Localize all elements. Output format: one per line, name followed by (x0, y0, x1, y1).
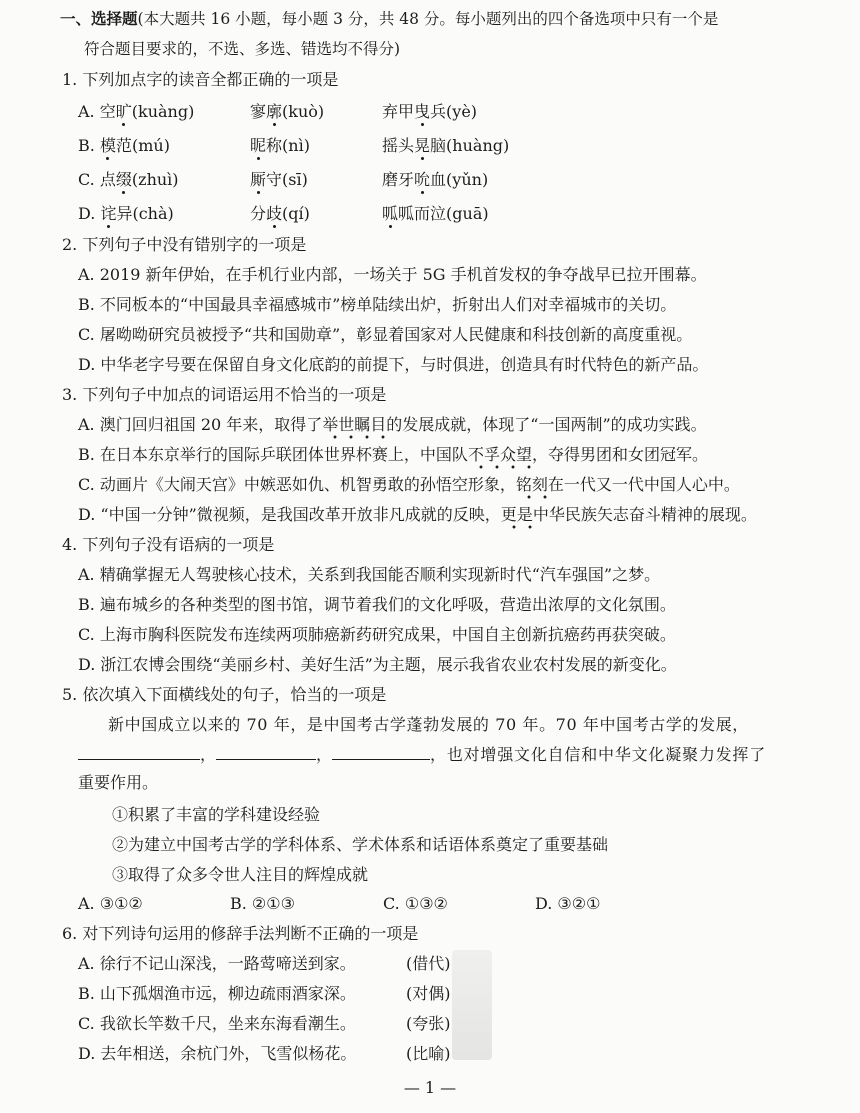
q6-stem: 6. 对下列诗句运用的修辞手法判断不正确的一项是 (62, 924, 419, 943)
q2-option-c: C. 屠呦呦研究员被授予“共和国勋章”，彰显着国家对人民健康和科技创新的高度重视。 (78, 325, 693, 344)
q6-option-c: C. 我欲长竿数千尺，坐来东海看潮生。 (78, 1014, 356, 1033)
q5-passage-line3: 重要作用。 (78, 773, 159, 792)
q4-option-d: D. 浙江农博会围绕“美丽乡村、美好生活”为主题，展示我省农业农村发展的新变化。 (78, 655, 677, 674)
page-number: — 1 — (403, 1078, 457, 1097)
q5-option-b: B. ②①③ (230, 894, 295, 913)
q5-sentence-1: ①积累了丰富的学科建设经验 (112, 805, 321, 824)
q6-option-d: D. 去年相送，余杭门外，飞雪似杨花。 (78, 1044, 357, 1063)
section-title-rest: (本大题共 16 小题，每小题 3 分，共 48 分。每小题列出的四个备选项中只有一个是 (137, 10, 719, 28)
q5-stem: 5. 依次填入下面横线处的句子，恰当的一项是 (62, 685, 387, 704)
q1-stem: 1. 下列加点字的读音全都正确的一项是 (62, 70, 339, 89)
q4-option-a: A. 精确掌握无人驾驶核心技术，关系到我国能否顺利实现新时代“汽车强国”之梦。 (78, 565, 661, 584)
q5-blank-2 (216, 743, 316, 760)
section-title (60, 8, 718, 30)
q6-option-b: B. 山下孤烟渔市远，柳边疏雨酒家深。 (78, 984, 356, 1003)
q3-option-d: D. “中国一分钟”微视频，是我国改革开放非凡成就的反映，更是中华民族矢志奋斗精神的展现。 (78, 504, 757, 526)
section-title-cont: 符合题目要求的，不选、多选、错选均不得分) (84, 40, 401, 58)
q6-option-c-tag: (夸张) (406, 1014, 451, 1033)
q4-option-c: C. 上海市胸科医院发布连续两项肺癌新药研究成果，中国自主创新抗癌药再获突破。 (78, 625, 676, 644)
q6-option-d-tag: (比喻) (406, 1044, 451, 1063)
section-title-bold: 一、选择题 (60, 9, 138, 28)
watermark-smudge (452, 950, 492, 1060)
q5-blank-3 (332, 743, 430, 760)
q5-option-a: A. ③①② (78, 894, 143, 913)
q5-passage-line1: 新中国成立以来的 70 年，是中国考古学蓬勃发展的 70 年。70 年中国考古学的发展， (108, 715, 749, 734)
q2-option-b: B. 不同板本的“中国最具幸福感城市”榜单陆续出炉，折射出人们对幸福城市的关切。 (78, 295, 677, 314)
q5-sentence-2: ②为建立中国考古学的学科体系、学术体系和话语体系奠定了重要基础 (112, 835, 609, 854)
q6-option-a-tag: (借代) (406, 954, 451, 973)
q6-option-b-tag: (对偶) (406, 984, 451, 1003)
q4-option-b: B. 遍布城乡的各种类型的图书馆，调节着我们的文化呼吸，营造出浓厚的文化氛围。 (78, 595, 676, 614)
q6-option-a: A. 徐行不记山深浅，一路莺啼送到家。 (78, 954, 356, 973)
q5-passage-line2: ， ， ，也对增强文化自信和中华文化凝聚力发挥了 (78, 743, 766, 766)
q4-stem: 4. 下列句子没有语病的一项是 (62, 535, 275, 554)
q5-option-c: C. ①③② (383, 894, 448, 913)
q3-option-c: C. 动画片《大闹天宫》中嫉恶如仇、机智勇敢的孙悟空形象，铭刻在一代又一代中国人心中。 (78, 474, 740, 496)
q3-stem: 3. 下列句子中加点的词语运用不恰当的一项是 (62, 385, 387, 404)
q5-option-d: D. ③②① (535, 894, 601, 913)
exam-page: 一、选择题(本大题共 16 小题，每小题 3 分，共 48 分。每小题列出的四个备选项中只有一个是 符合题目要求的，不选、多选、错选均不得分) 1. 下列加点字的读音全都正确的一项是 A. 空旷(kuàng) 寥廓(kuò) 弃甲曳兵(yè) B. 模范(mú) 昵称(nì) 摇头晃脑(huàng) C. 点缀(zhuì) 厮守(sī) 磨牙吮血(yǔn) D. 诧异(chà) 分歧(qí) 呱呱而泣(guā) 2. 下列句子中没有错别字的一项是 A. 2019 新年伊始，在手机行业内部，一场关于 5G 手机首发权的争夺战早已拉开围幕。 B. 不同板本的“中国最具幸福感城市”榜单陆续出炉，折射出人们对幸福城市的关切。 C. 屠呦呦研究员被授予“共和国勋章”，彰显着国家对人民健康和科技创新的高度重视。 D. 中华老字号要在保留自身文化底韵的前提下，与时俱进，创造具有时代特色的新产品。 3. 下列句子中加点的词语运用不恰当的一项是 A. 澳门回归祖国 20 年来，取得了举世瞩目的发展成就，体现了“一国两制”的成功实践。 B. 在日本东京举行的国际乒联团体世界杯赛上，中国队不孚众望，夺得男团和女团冠军。 C. 动画片《大闹天宫》中嫉恶如仇、机智勇敢的孙悟空形象，铭刻在一代又一代中国人心中。 D. “中国一分钟”微视频，是我国改革开放非凡成就的反映，更是中华民族矢志奋斗精神的展现。 4. 下列句子没有语病的一项是 A. 精确掌握无人驾驶核心技术，关系到我国能否顺利实现新时代“汽车强国”之梦。 B. 遍布城乡的各种类型的图书馆，调节着我们的文化呼吸，营造出浓厚的文化氛围。 C. 上海市胸科医院发布连续两项肺癌新药研究成果，中国自主创新抗癌药再获突破。 D. 浙江农博会围绕“美丽乡村、美好生活”为主题，展示我省农业农村发展的新变化。 5. 依次填入下面横线处的句子，恰当的一项是 新中国成立以来的 70 年，是中国考古学蓬勃发展的 70 年。70 年中国考古学的发展， ， ， ，也对增强文化自信和中华文化凝聚力发挥了 重要作用。 ①积累了丰富的学科建设经验 ②为建立中国考古学的学科体系、学术体系和话语体系奠定了重要基础 ③取得了众多令世人注目的辉煌成就 A. ③①② B. ②①③ C. ①③② D. ③②① 6. 对下列诗句运用的修辞手法判断不正确的一项是 A. 徐行不记山深浅，一路莺啼送到家。 (借代) B. 山下孤烟渔市远，柳边疏雨酒家深。 (对偶) C. 我欲长竿数千尺，坐来东海看潮生。 (夸张) D. 去年相送，余杭门外，飞雪似杨花。 (比喻) — 1 — (0, 0, 860, 1113)
q5-blank-1 (78, 743, 200, 760)
q2-option-a: A. 2019 新年伊始，在手机行业内部，一场关于 5G 手机首发权的争夺战早已拉开围幕。 (78, 265, 707, 284)
q3-option-a: A. 澳门回归祖国 20 年来，取得了举世瞩目的发展成就，体现了“一国两制”的成功实践。 (78, 414, 707, 436)
q2-option-d: D. 中华老字号要在保留自身文化底韵的前提下，与时俱进，创造具有时代特色的新产品。 (78, 355, 709, 374)
q5-sentence-3: ③取得了众多令世人注目的辉煌成就 (112, 865, 369, 884)
q2-stem: 2. 下列句子中没有错别字的一项是 (62, 235, 307, 254)
q3-option-b: B. 在日本东京举行的国际乒联团体世界杯赛上，中国队不孚众望，夺得男团和女团冠军。 (78, 444, 708, 466)
